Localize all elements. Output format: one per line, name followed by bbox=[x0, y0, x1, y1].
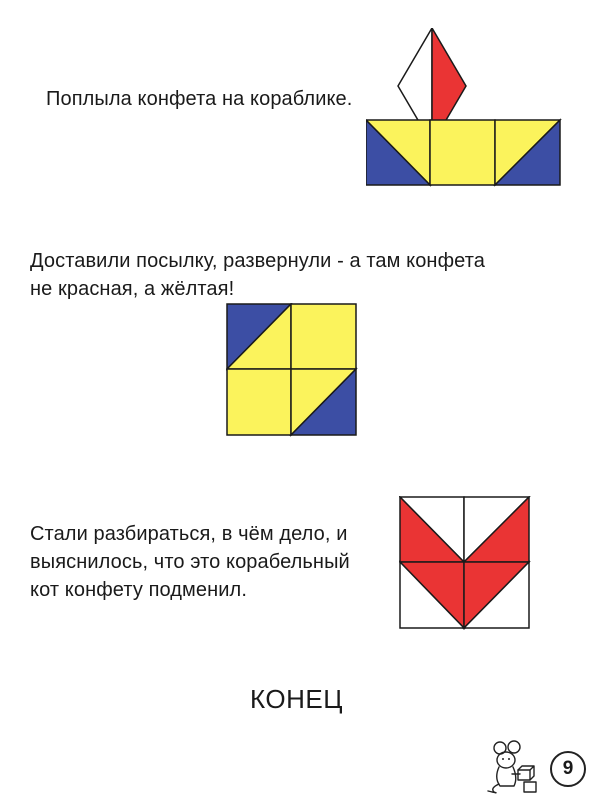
paragraph-cat bbox=[30, 520, 350, 604]
text-line: не красная, а жёлтая! bbox=[30, 278, 235, 300]
parcel-bl-yellow-square bbox=[227, 369, 291, 435]
text-line: выяснилось, что это корабельный bbox=[30, 551, 350, 573]
text-line: кот конфету подменил. bbox=[30, 579, 247, 601]
page-number: 9 bbox=[550, 751, 586, 787]
text-line: Поплыла конфета на кораблике. bbox=[46, 88, 353, 110]
paragraph-boat bbox=[46, 85, 352, 113]
tangram-parcel-figure bbox=[226, 303, 358, 437]
tangram-cat-figure bbox=[399, 496, 531, 630]
mouse-with-blocks-icon bbox=[484, 738, 546, 794]
text-line: Стали разбираться, в чём дело, и bbox=[30, 523, 348, 545]
tangram-boat-figure bbox=[366, 28, 562, 190]
text-line: Доставили посылку, развернули - а там конфета bbox=[30, 250, 485, 272]
parcel-tr-yellow-square bbox=[291, 304, 356, 369]
ending-title: КОНЕЦ bbox=[250, 684, 343, 714]
hull-center-square bbox=[430, 120, 495, 185]
paragraph-parcel bbox=[30, 247, 485, 303]
